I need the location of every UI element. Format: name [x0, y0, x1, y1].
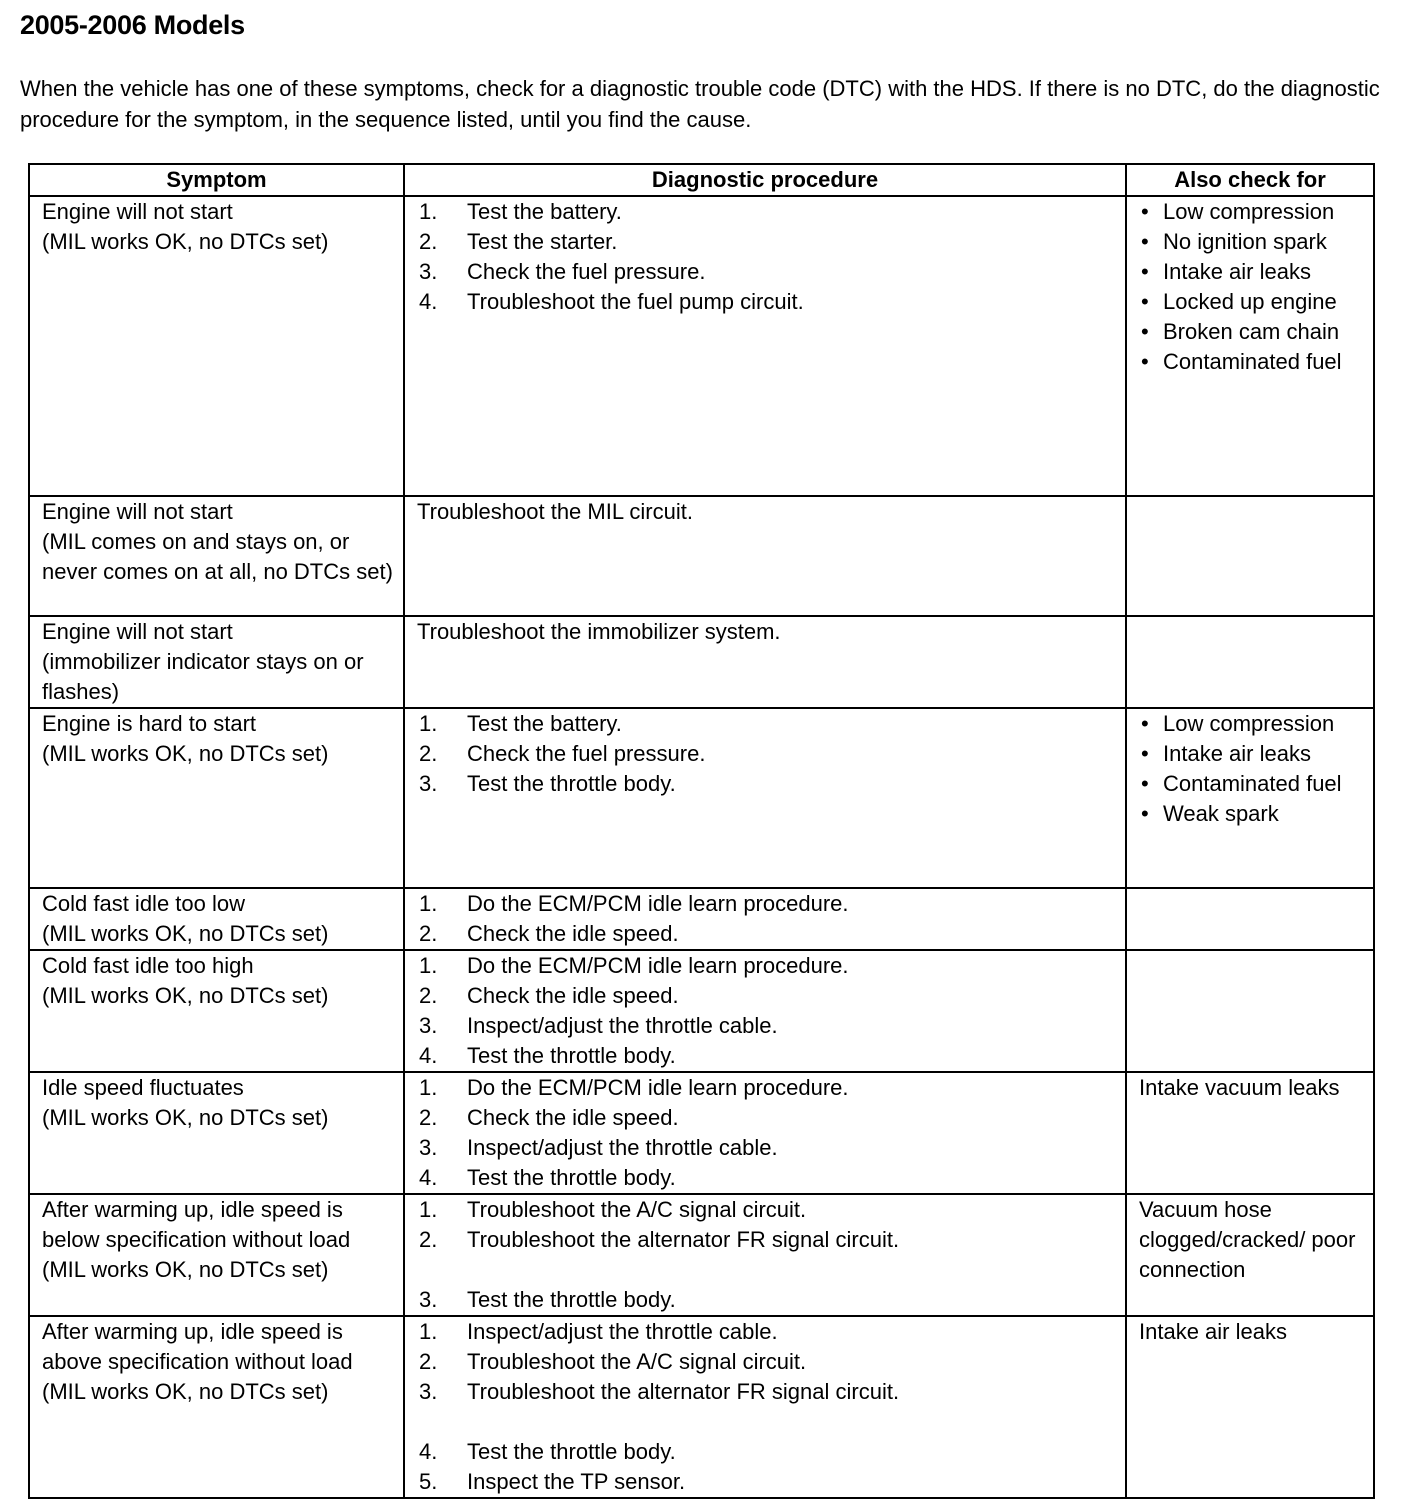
- symptom-condition: (MIL works OK, no DTCs set): [42, 1379, 329, 1404]
- also-check-item: Locked up engine: [1163, 289, 1337, 314]
- symptom-text: Cold fast idle too high: [42, 953, 254, 978]
- step-number: 3.: [419, 259, 438, 284]
- also-check-cell: [1126, 888, 1374, 950]
- table-row: [29, 1072, 1374, 1194]
- bullet-icon: •: [1141, 741, 1149, 766]
- step-number: 4.: [419, 1165, 438, 1190]
- step-text: Troubleshoot the fuel pump circuit.: [467, 289, 804, 314]
- also-check-list: [1139, 197, 1365, 377]
- table-row: [29, 196, 1374, 496]
- step-number: 1.: [419, 891, 438, 916]
- step-number: 3.: [419, 771, 438, 796]
- procedure-step: [417, 1041, 1117, 1071]
- bullet-icon: •: [1141, 711, 1149, 736]
- procedure-step: [417, 1195, 1117, 1225]
- table-row: [29, 616, 1374, 708]
- intro-paragraph: When the vehicle has one of these symptoms, check for a diagnostic trouble code (DTC) with the HDS. If there is no DTC, do the diagnostic procedure for the symptom, in the sequence listed, until you find the cause.: [20, 76, 1380, 132]
- also-check-item: Intake air leaks: [1163, 259, 1311, 284]
- symptom-condition: (MIL works OK, no DTCs set): [42, 741, 329, 766]
- step-text: Test the starter.: [467, 229, 618, 254]
- procedure-step: [417, 739, 1117, 769]
- bullet-icon: •: [1141, 259, 1149, 284]
- procedure-step: [417, 227, 1117, 257]
- also-check-cell: [1126, 496, 1374, 616]
- step-text: Check the fuel pressure.: [467, 259, 706, 284]
- procedure-cell: [404, 196, 1126, 496]
- also-check-item: Broken cam chain: [1163, 319, 1340, 344]
- table-row: [29, 950, 1374, 1072]
- procedure-step: [417, 1163, 1117, 1193]
- procedure-step: [417, 1225, 1117, 1255]
- step-text: Test the throttle body.: [467, 1165, 676, 1190]
- also-check-text: Intake vacuum leaks: [1139, 1075, 1340, 1100]
- table-row: [29, 1316, 1374, 1498]
- list-item: [1139, 769, 1365, 799]
- procedure-cell: [404, 496, 1126, 616]
- step-text: Check the idle speed.: [467, 921, 679, 946]
- header-diagnostic-procedure: Diagnostic procedure: [404, 164, 1126, 196]
- list-item: [1139, 287, 1365, 317]
- procedure-step: [417, 889, 1117, 919]
- table-row: [29, 708, 1374, 888]
- list-item: [1139, 257, 1365, 287]
- symptom-condition: (MIL works OK, no DTCs set): [42, 1257, 329, 1282]
- symptom-condition: (MIL works OK, no DTCs set): [42, 1105, 329, 1130]
- procedure-steps: [417, 1073, 1117, 1193]
- step-text: Inspect/adjust the throttle cable.: [467, 1013, 778, 1038]
- step-number: 1.: [419, 711, 438, 736]
- also-check-cell: [1126, 1194, 1374, 1316]
- table-row: [29, 1194, 1374, 1316]
- step-number: 2.: [419, 229, 438, 254]
- also-check-cell: [1126, 196, 1374, 496]
- bullet-icon: •: [1141, 229, 1149, 254]
- list-item: [1139, 197, 1365, 227]
- bullet-icon: •: [1141, 801, 1149, 826]
- step-text: Do the ECM/PCM idle learn procedure.: [467, 953, 849, 978]
- bullet-icon: •: [1141, 199, 1149, 224]
- also-check-item: Low compression: [1163, 199, 1335, 224]
- table-header-row: [29, 164, 1374, 196]
- symptom-text: Engine will not start: [42, 619, 233, 644]
- symptom-cell: [29, 1194, 404, 1316]
- step-text: Troubleshoot the alternator FR signal circuit.: [467, 1379, 900, 1404]
- step-text: Troubleshoot the A/C signal circuit.: [467, 1197, 807, 1222]
- step-number: 1.: [419, 1197, 438, 1222]
- step-number: 2.: [419, 921, 438, 946]
- symptom-text: Idle speed fluctuates: [42, 1075, 244, 1100]
- also-check-item: No ignition spark: [1163, 229, 1327, 254]
- symptom-cell: [29, 950, 404, 1072]
- step-number: 3.: [419, 1013, 438, 1038]
- step-number: 4.: [419, 1439, 438, 1464]
- step-text: Inspect/adjust the throttle cable.: [467, 1135, 778, 1160]
- also-check-item: Intake air leaks: [1163, 741, 1311, 766]
- procedure-steps: [417, 889, 1117, 949]
- also-check-cell: [1126, 708, 1374, 888]
- procedure-step: [417, 1011, 1117, 1041]
- symptom-text: Engine will not start: [42, 199, 233, 224]
- symptom-cell: [29, 196, 404, 496]
- step-text: Test the battery.: [467, 711, 622, 736]
- also-check-list: [1139, 709, 1365, 829]
- header-symptom: Symptom: [29, 164, 404, 196]
- step-number: 2.: [419, 983, 438, 1008]
- also-check-cell: [1126, 1072, 1374, 1194]
- step-text: Check the idle speed.: [467, 983, 679, 1008]
- symptom-text: After warming up, idle speed is below specification without load: [42, 1197, 351, 1252]
- procedure-step: [417, 1347, 1117, 1377]
- also-check-item: Weak spark: [1163, 801, 1279, 826]
- step-text: Do the ECM/PCM idle learn procedure.: [467, 1075, 849, 1100]
- also-check-cell: [1126, 1316, 1374, 1498]
- also-check-item: Low compression: [1163, 711, 1335, 736]
- step-text: Check the idle speed.: [467, 1105, 679, 1130]
- step-number: 3.: [419, 1135, 438, 1160]
- procedure-step: [417, 1103, 1117, 1133]
- procedure-cell: [404, 1316, 1126, 1498]
- procedure-cell: [404, 616, 1126, 708]
- step-text: Check the fuel pressure.: [467, 741, 706, 766]
- symptom-text: After warming up, idle speed is above specification without load: [42, 1319, 353, 1374]
- bullet-icon: •: [1141, 289, 1149, 314]
- procedure-steps: [417, 1195, 1117, 1315]
- procedure-steps: [417, 951, 1117, 1071]
- procedure-cell: [404, 888, 1126, 950]
- step-number: 2.: [419, 1227, 438, 1252]
- procedure-step: [417, 1133, 1117, 1163]
- step-number: 1.: [419, 1319, 438, 1344]
- symptom-cell: [29, 1072, 404, 1194]
- procedure-steps: [417, 1317, 1117, 1497]
- list-item: [1139, 317, 1365, 347]
- procedure-text: Troubleshoot the MIL circuit.: [417, 499, 693, 524]
- procedure-step: [417, 709, 1117, 739]
- also-check-text: Vacuum hose clogged/cracked/ poor connection: [1139, 1197, 1356, 1282]
- list-item: [1139, 227, 1365, 257]
- procedure-step: [417, 1437, 1117, 1467]
- procedure-step: [417, 981, 1117, 1011]
- list-item: [1139, 799, 1365, 829]
- step-number: 1.: [419, 1075, 438, 1100]
- procedure-step: [417, 951, 1117, 981]
- symptom-cell: [29, 888, 404, 950]
- procedure-step: [417, 1285, 1117, 1315]
- step-text: Test the throttle body.: [467, 1043, 676, 1068]
- symptom-cell: [29, 496, 404, 616]
- symptom-condition: (MIL works OK, no DTCs set): [42, 983, 329, 1008]
- symptom-condition: (MIL works OK, no DTCs set): [42, 229, 329, 254]
- symptom-condition: (MIL works OK, no DTCs set): [42, 921, 329, 946]
- step-text: Do the ECM/PCM idle learn procedure.: [467, 891, 849, 916]
- step-text: Test the battery.: [467, 199, 622, 224]
- bullet-icon: •: [1141, 319, 1149, 344]
- symptom-cell: [29, 1316, 404, 1498]
- table-row: [29, 496, 1374, 616]
- procedure-steps: [417, 709, 1117, 799]
- procedure-step: [417, 1073, 1117, 1103]
- list-item: [1139, 347, 1365, 377]
- procedure-step: [417, 287, 1117, 317]
- list-item: [1139, 739, 1365, 769]
- header-also-check-for: Also check for: [1126, 164, 1374, 196]
- symptom-text: Engine is hard to start: [42, 711, 257, 736]
- also-check-cell: [1126, 616, 1374, 708]
- step-text: Troubleshoot the alternator FR signal circuit.: [467, 1227, 900, 1252]
- symptom-troubleshooting-table: [28, 163, 1375, 1499]
- procedure-step: [417, 919, 1117, 949]
- procedure-cell: [404, 950, 1126, 1072]
- step-number: 1.: [419, 953, 438, 978]
- step-number: 2.: [419, 1105, 438, 1130]
- bullet-icon: •: [1141, 771, 1149, 796]
- step-number: 1.: [419, 199, 438, 224]
- step-number: 4.: [419, 1043, 438, 1068]
- procedure-text: Troubleshoot the immobilizer system.: [417, 619, 781, 644]
- procedure-step: [417, 257, 1117, 287]
- step-number: 4.: [419, 289, 438, 314]
- symptom-text: Engine will not start: [42, 499, 233, 524]
- procedure-step: [417, 197, 1117, 227]
- step-number: 2.: [419, 1349, 438, 1374]
- also-check-item: Contaminated fuel: [1163, 349, 1342, 374]
- table-row: [29, 888, 1374, 950]
- step-text: Inspect/adjust the throttle cable.: [467, 1319, 778, 1344]
- symptom-text: Cold fast idle too low: [42, 891, 245, 916]
- step-text: Test the throttle body.: [467, 771, 676, 796]
- bullet-icon: •: [1141, 349, 1149, 374]
- procedure-cell: [404, 1194, 1126, 1316]
- step-number: 2.: [419, 741, 438, 766]
- step-number: 5.: [419, 1469, 438, 1494]
- step-text: Troubleshoot the A/C signal circuit.: [467, 1349, 807, 1374]
- procedure-step: [417, 1377, 1117, 1407]
- procedure-step: [417, 769, 1117, 799]
- procedure-steps: [417, 197, 1117, 317]
- also-check-text: Intake air leaks: [1139, 1319, 1287, 1344]
- symptom-cell: [29, 708, 404, 888]
- page-title: 2005-2006 Models: [20, 10, 245, 40]
- symptom-condition: (immobilizer indicator stays on or flashes): [42, 649, 370, 704]
- procedure-cell: [404, 1072, 1126, 1194]
- list-item: [1139, 709, 1365, 739]
- also-check-cell: [1126, 950, 1374, 1072]
- step-text: Test the throttle body.: [467, 1439, 676, 1464]
- step-text: Inspect the TP sensor.: [467, 1469, 686, 1494]
- step-number: 3.: [419, 1287, 438, 1312]
- procedure-cell: [404, 708, 1126, 888]
- also-check-item: Contaminated fuel: [1163, 771, 1342, 796]
- procedure-step: [417, 1317, 1117, 1347]
- symptom-condition: (MIL comes on and stays on, or never comes on at all, no DTCs set): [42, 529, 393, 584]
- symptom-cell: [29, 616, 404, 708]
- step-text: Test the throttle body.: [467, 1287, 676, 1312]
- step-number: 3.: [419, 1379, 438, 1404]
- procedure-step: [417, 1467, 1117, 1497]
